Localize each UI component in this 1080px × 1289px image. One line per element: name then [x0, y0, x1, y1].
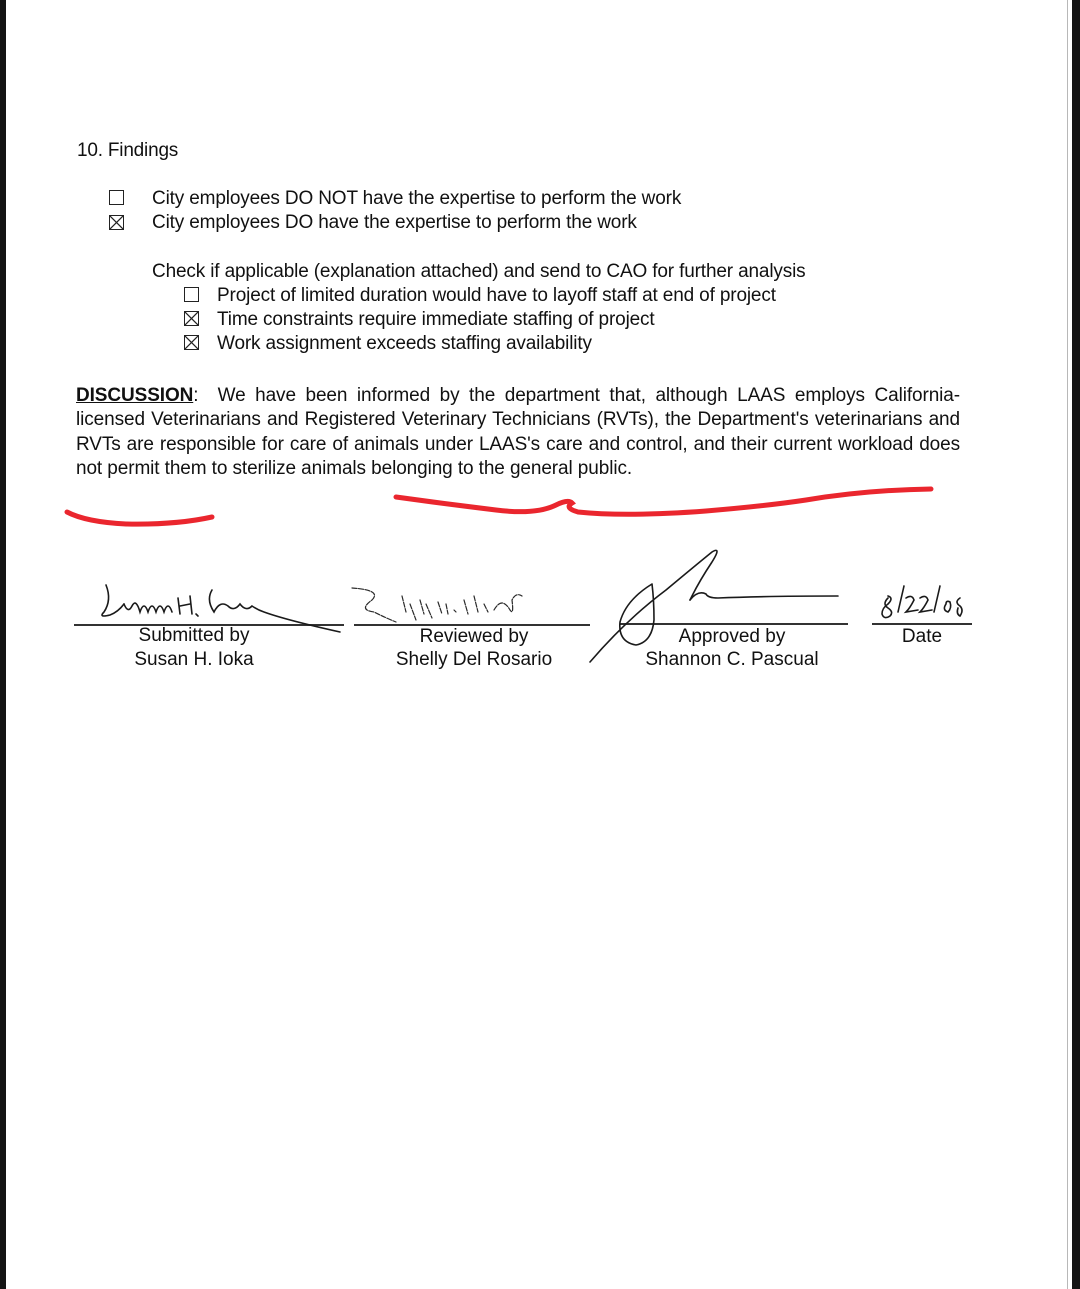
- finding-option-label: City employees DO have the expertise to perform the work: [152, 212, 637, 233]
- handwritten-date: [882, 586, 962, 618]
- page-edge: [1067, 0, 1068, 1289]
- submitted-by-name: Susan H. Ioka: [134, 649, 254, 670]
- discussion-label: DISCUSSION: [76, 385, 194, 406]
- checkbox-time-constraints[interactable]: [184, 311, 199, 326]
- date-label: Date: [901, 626, 943, 647]
- checkmark-x-icon: [185, 312, 198, 325]
- submitted-by-label: Submitted by: [138, 625, 250, 646]
- checkbox-do-have-expertise[interactable]: [109, 215, 124, 230]
- signature-shelly-del-rosario: [352, 588, 522, 622]
- checkbox-limited-duration[interactable]: [184, 287, 199, 302]
- applicable-option-label: Time constraints require immediate staffing of project: [217, 309, 655, 330]
- applicable-option-label: Project of limited duration would have to layoff staff at end of project: [217, 285, 776, 306]
- checkbox-work-assignment[interactable]: [184, 335, 199, 350]
- approved-by-name: Shannon C. Pascual: [645, 649, 819, 670]
- checkmark-x-icon: [110, 216, 123, 229]
- approved-by-label: Approved by: [678, 626, 786, 647]
- signature-line-approved: [620, 623, 848, 625]
- applicable-instruction: Check if applicable (explanation attached) and send to CAO for further analysis: [152, 261, 806, 282]
- document-page: [6, 0, 1072, 1289]
- discussion-paragraph: [76, 384, 960, 482]
- checkbox-do-not-have-expertise[interactable]: [109, 190, 124, 205]
- discussion-text: We have been informed by the department that, although LAAS employs California-licensed Veterinarians and Registered Veterinary Technicians (RVTs), the Department's veterinarians and RVTs are responsible for care of animals under LAAS's care and control, and their current workload does not permit them to sterilize animals belonging to the general public.: [76, 385, 961, 480]
- discussion-separator: :: [193, 385, 199, 406]
- checkmark-x-icon: [185, 336, 198, 349]
- finding-option-label: City employees DO NOT have the expertise to perform the work: [152, 188, 682, 209]
- reviewed-by-name: Shelly Del Rosario: [395, 649, 553, 670]
- signature-line-date: [872, 623, 972, 625]
- section-heading: 10. Findings: [77, 140, 179, 161]
- reviewed-by-label: Reviewed by: [419, 626, 529, 647]
- applicable-option-label: Work assignment exceeds staffing availability: [217, 333, 592, 354]
